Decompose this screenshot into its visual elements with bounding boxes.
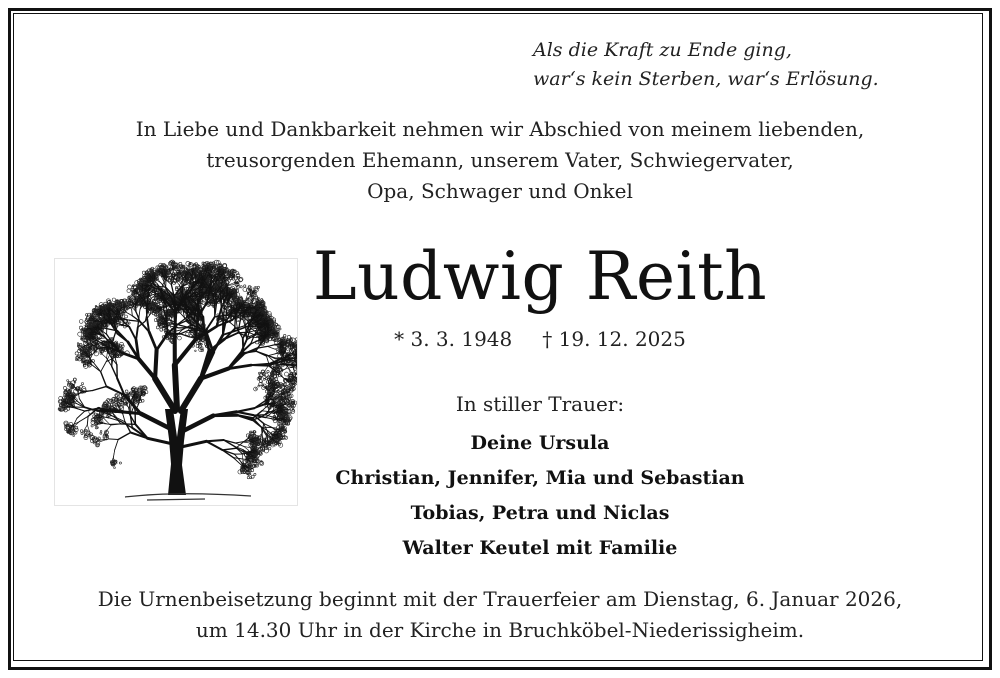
intro-line: In Liebe und Dankbarkeit nehmen wir Abschied von meinem liebenden, <box>135 117 865 141</box>
intro-text <box>60 114 940 207</box>
mourner-line: Walter Keutel mit Familie <box>402 537 678 559</box>
motto <box>533 36 893 94</box>
mourner-line: Christian, Jennifer, Mia und Sebastian <box>335 467 745 489</box>
mourner-line: Deine Ursula <box>470 432 610 454</box>
mourners-list <box>240 426 840 566</box>
motto-line: Als die Kraft zu Ende ging, <box>533 39 792 61</box>
mourner-line: Tobias, Petra und Niclas <box>410 502 670 524</box>
mourning-heading: In stiller Trauer: <box>455 392 625 416</box>
life-dates <box>380 325 700 353</box>
funeral-info-line: um 14.30 Uhr in der Kirche in Bruchköbel-Niederissigheim. <box>195 618 805 642</box>
intro-line: treusorgenden Ehemann, unserem Vater, Schwiegervater, <box>206 148 794 172</box>
deceased-name: Ludwig Reith <box>312 238 768 315</box>
funeral-info <box>40 584 960 646</box>
death-date: † 19. 12. 2025 <box>542 327 686 351</box>
tree-ground <box>125 494 251 500</box>
motto-line: war‘s kein Sterben, war‘s Erlösung. <box>533 68 879 90</box>
funeral-info-line: Die Urnenbeisetzung beginnt mit der Trauerfeier am Dienstag, 6. Januar 2026, <box>97 587 903 611</box>
intro-line: Opa, Schwager und Onkel <box>367 179 633 203</box>
birth-date: * 3. 3. 1948 <box>394 327 513 351</box>
tree-trunk <box>165 409 188 495</box>
